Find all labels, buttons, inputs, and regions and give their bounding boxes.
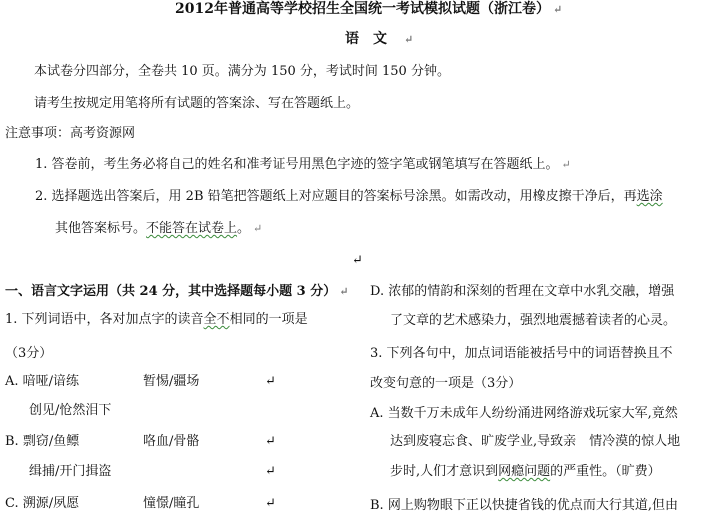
q2-option-d-continued: 了文章的艺术感染力，强烈地震撼着读者的心灵。	[390, 313, 677, 328]
paragraph-mark: ↵	[552, 3, 563, 16]
notice-item-2-text-b: 选涂	[636, 189, 663, 204]
option-label: A.	[370, 406, 388, 421]
question-1-text-b: 全不	[203, 312, 230, 327]
option-text-b: 网瘾问题	[498, 464, 551, 479]
paragraph-mark: ↵	[253, 222, 263, 235]
option-word: 溯源/夙愿	[22, 496, 80, 511]
question-1-score: （3分）	[5, 346, 53, 361]
option-text-a: 步时,人们才意识到	[390, 464, 499, 479]
paragraph-mark: ↵	[404, 33, 414, 46]
option-label: B.	[370, 498, 388, 513]
q1-option-b-word-3: 缉捕/开门揖盗	[29, 464, 112, 479]
question-3: 3. 下列各句中，加点词语能被括号中的词语替换且不	[370, 346, 673, 361]
q3-option-b	[370, 497, 678, 515]
notice-item-1-text: 1. 答卷前，考生务必将自己的姓名和准考证号用黑色字迹的签字笔或钢笔填写在答题纸上。	[35, 157, 559, 172]
question-1-text-c: 相同的一项是	[229, 312, 308, 327]
notice-heading: 注意事项：高考资源网	[5, 126, 136, 141]
notice-item-2-text-d: 不能答在试卷上	[146, 221, 238, 236]
question-1	[5, 311, 308, 329]
section-heading	[5, 283, 348, 301]
intro-line-2: 请考生按规定用笔将所有试题的答案涂、写在答题纸上。	[34, 96, 360, 111]
q2-option-d	[370, 283, 674, 301]
option-word: 喑哑/谙练	[22, 374, 80, 389]
paragraph-mark: ↵	[265, 434, 276, 449]
intro-line-1: 本试卷分四部分，全卷共 10 页。满分为 150 分，考试时间 150 分钟。	[34, 64, 450, 79]
q3-option-a-line-2: 达到废寝忘食、旷废学业,导致亲 情冷漠的惊人地	[390, 434, 681, 449]
option-text-c: 的严重性。（旷费）	[550, 464, 661, 479]
exam-title	[175, 0, 562, 19]
notice-item-1	[35, 156, 571, 174]
option-label: A.	[5, 374, 23, 389]
subject-title-text: 语文	[345, 31, 401, 47]
option-word: 剽窃/鱼鳔	[22, 434, 80, 449]
notice-item-2-continued	[55, 220, 262, 238]
question-3-continued: 改变句意的一项是（3分）	[370, 376, 522, 391]
exam-title-text: 2012年普通高等学校招生全国统一考试模拟试题（浙江卷）	[175, 1, 550, 17]
q3-option-a-line-3	[390, 463, 661, 481]
notice-item-2-text-a: 2. 选择题选出答案后，用 2B 铅笔把答题纸上对应题目的答案标号涂黑。如需改动，用橡皮擦干净后，再	[35, 189, 637, 204]
option-label: B.	[5, 434, 23, 449]
option-label: C.	[5, 496, 23, 511]
question-1-text-a: 1. 下列词语中，各对加点字的读音	[5, 312, 204, 327]
paragraph-mark: ↵	[265, 464, 276, 479]
q1-option-c-word-2: 憧憬/瞳孔	[143, 496, 200, 511]
section-heading-text: 一、语言文字运用（共 24 分，其中选择题每小题 3 分）	[5, 284, 337, 299]
notice-item-2-text-c: 其他答案标号。	[55, 221, 147, 236]
paragraph-mark: ↵	[352, 253, 363, 268]
q1-option-a	[5, 373, 79, 391]
subject-title	[345, 30, 413, 49]
q1-option-b-word-2: 咯血/骨骼	[143, 434, 200, 449]
paragraph-mark: ↵	[339, 285, 349, 298]
q3-option-a	[370, 405, 678, 423]
option-text: 网上购物眼下正以快捷省钱的优点而大行其道,但由	[387, 498, 678, 513]
q1-option-b	[5, 433, 79, 451]
notice-item-2-text-e: 。	[237, 221, 251, 236]
option-label: D.	[370, 284, 389, 299]
paragraph-mark: ↵	[265, 374, 276, 389]
option-text: 当数千万未成年人纷纷涌进网络游戏玩家大军,竟然	[387, 406, 678, 421]
option-text: 浓郁的情韵和深刻的哲理在文章中水乳交融，增强	[388, 284, 675, 299]
notice-item-2	[35, 188, 663, 206]
q1-option-a-word-3: 创见/怆然泪下	[29, 403, 112, 418]
paragraph-mark: ↵	[561, 158, 571, 171]
q1-option-c	[5, 495, 79, 513]
q1-option-a-word-2: 暂惕/疆场	[143, 374, 200, 389]
paragraph-mark: ↵	[265, 496, 276, 511]
